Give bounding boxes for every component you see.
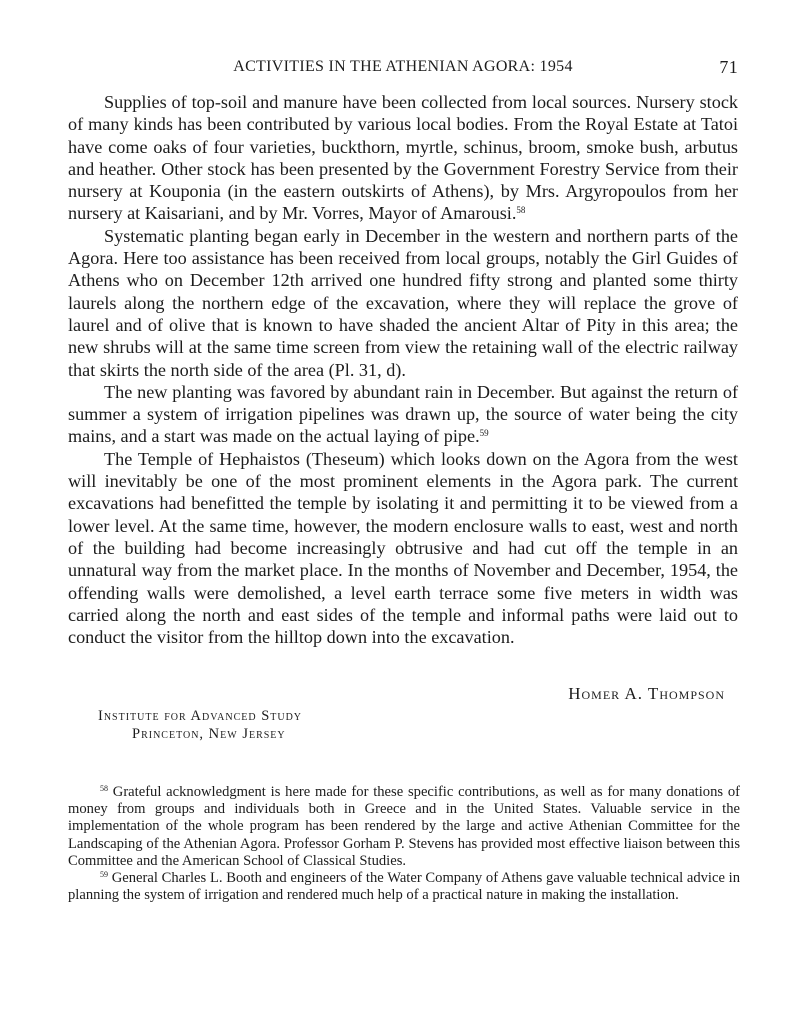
running-title: ACTIVITIES IN THE ATHENIAN AGORA: 1954 <box>233 58 573 75</box>
author-signature: Homer A. Thompson <box>568 684 725 703</box>
institution-location: Princeton, New Jersey <box>132 726 286 742</box>
paragraph <box>68 381 738 448</box>
paragraph-text: The new planting was favored by abundant rain in December. But against the return of summer a system of irrigation pipelines was drawn up, the source of water being the city mains, and a start was made on the actual laying of pipe. <box>68 381 738 447</box>
footnote-number: 58 <box>100 784 108 793</box>
paragraph <box>68 91 738 225</box>
author-affiliation <box>98 707 302 743</box>
page-number: 71 <box>719 57 738 77</box>
page-header <box>68 58 738 80</box>
paragraph-text: Supplies of top-soil and manure have been collected from local sources. Nursery stock of many kinds has been contributed by various local bodies. From the Royal Estate at Tatoi have come oaks of four varieties, buckthorn, myrtle, schinus, broom, smoke bush, arbutus and heather. Other stock has been presented by the Government Forestry Service from their nursery at Kouponia (in the eastern outskirts of Athens), by Mrs. Argyropoulos from her nursery at Kaisariani, and by Mr. Vorres, Mayor of Amarousi. <box>68 92 738 224</box>
footnote-text: Grateful acknowledgment is here made for these specific contributions, as well as for many donations of money from groups and individuals both in Greece and in the United States. Valuable service in the implementation of the whole program has been rendered by the large and active Athenian Committee for the Landscaping of the Athenian Agora. Professor Gorham P. Stevens has provided most effective liaison between this Committee and the American School of Classical Studies. <box>68 784 740 869</box>
footnote-number: 59 <box>100 870 108 880</box>
footnote <box>68 784 740 870</box>
article-body <box>68 91 738 648</box>
footnote-text: General Charles L. Booth and engineers of the Water Company of Athens gave valuable technical advice in planning the system of irrigation and rendered much help of a practical nature in making the installation. <box>68 870 740 904</box>
paragraph-text: The Temple of Hephaistos (Theseum) which looks down on the Agora from the west will inevitably be one of the most prominent elements in the Agora park. The current excavations had benefitted the temple by isolating it and permitting it to be viewed from a lower level. At the same time, however, the modern enclosure walls to east, west and north of the building had become increasingly obtrusive and had cut off the temple in an unnatural way from the market place. In the months of November and December, 1954, the offending walls were demolished, a level earth terrace some five meters in width was carried along the north and east sides of the temple and informal paths were laid out to conduct the visitor from the hilltop down into the excavation. <box>68 448 738 648</box>
footnote-reference[interactable]: 59 <box>479 428 489 439</box>
footnote-reference[interactable]: 58 <box>516 205 526 216</box>
institution-name: Institute for Advanced Study <box>98 708 303 724</box>
paragraph-text: Systematic planting began early in December in the western and northern parts of the Agora. Here too assistance has been received from local groups, notably the Girl Guides of Athens who on December 12th arrived one hundred fifty strong and planted some thirty laurels along the northern edge of the excavation, where they will replace the grove of laurel and of olive that is known to have shaded the ancient Altar of Pity in this area; the new shrubs will at the same time screen from view the retaining wall of the electric railway that skirts the north side of the area (Pl. 31, d). <box>68 225 738 380</box>
footnotes <box>68 784 740 904</box>
footnote <box>68 870 740 904</box>
paragraph <box>68 448 738 649</box>
paragraph <box>68 225 738 381</box>
